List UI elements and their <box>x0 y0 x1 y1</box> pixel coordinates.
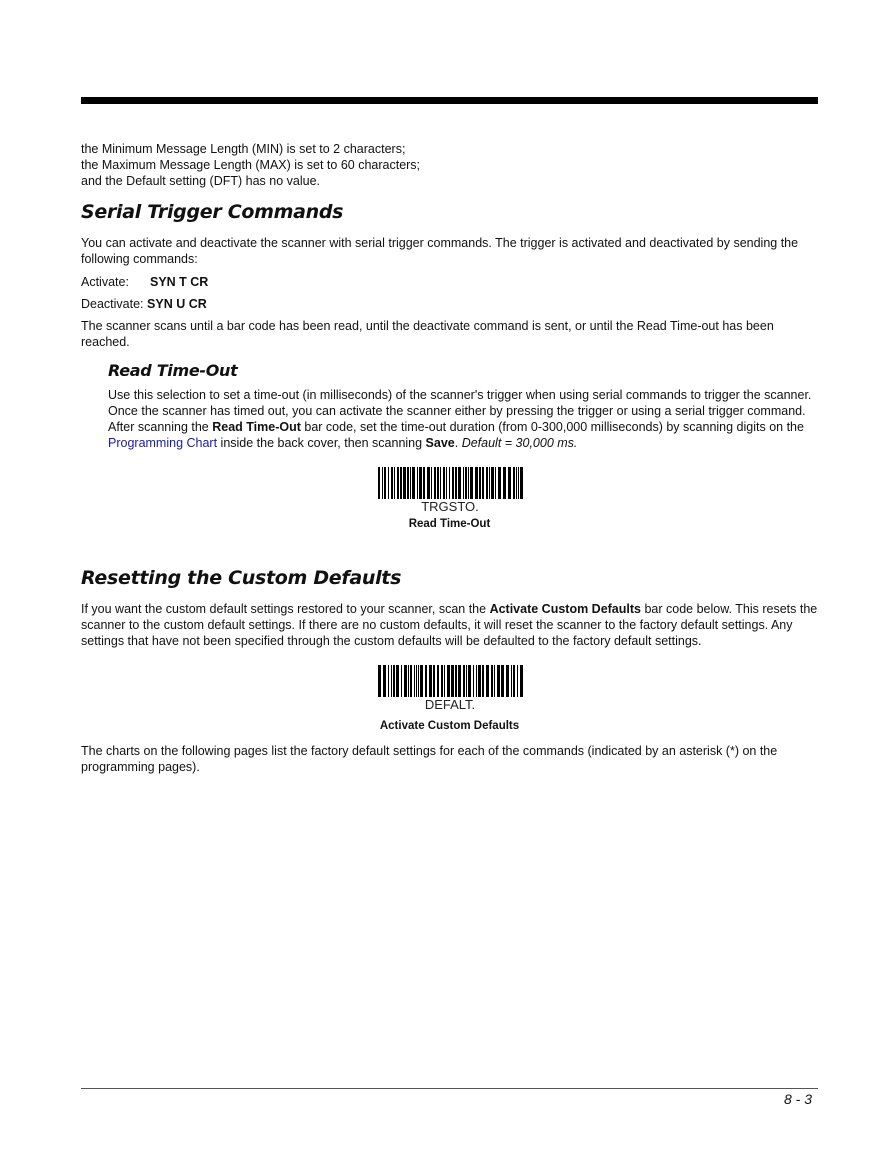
bottom-rule <box>81 1088 818 1089</box>
deactivate-command: SYN U CR <box>147 297 207 311</box>
document-body <box>81 141 818 775</box>
resetting-heading: Resetting the Custom Defaults <box>81 567 402 589</box>
read-timeout-barcode-block <box>81 465 818 531</box>
deactivate-label: Deactivate: <box>81 297 144 311</box>
intro-line: the Minimum Message Length (MIN) is set to 2 characters; <box>81 142 406 156</box>
programming-chart-link[interactable]: Programming Chart <box>108 436 218 450</box>
top-rule <box>81 97 818 104</box>
body-text: bar code, set the time-out duration (from 0-300,000 milliseconds) by scanning digits on the <box>300 420 804 434</box>
defaults-barcode <box>376 663 524 713</box>
body-bold-text: Read Time-Out <box>212 420 301 434</box>
intro-lines <box>81 141 818 189</box>
activate-command: SYN T CR <box>150 275 209 289</box>
read-timeout-heading: Read Time-Out <box>108 361 238 380</box>
page-number: 8 - 3 <box>783 1091 812 1107</box>
intro-line: and the Default setting (DFT) has no value. <box>81 174 321 188</box>
barcode-bars <box>378 665 523 697</box>
read-timeout-barcode <box>376 465 524 515</box>
barcode-bars <box>378 467 523 499</box>
barcode-text: TRGSTO. <box>420 499 479 514</box>
barcode-text: DEFALT. <box>424 697 475 712</box>
body-text: inside the back cover, then scanning <box>217 436 426 450</box>
serial-trigger-intro: You can activate and deactivate the scanner with serial trigger commands. The trigger is activated and deactivated by sending the following commands: <box>81 236 799 266</box>
body-bold-text: Activate Custom Defaults <box>489 602 641 616</box>
body-text: Use this selection to set a time-out (in milliseconds) of the scanner's trigger when using serial commands to trigger the scanner. Once the scanner has timed out, you can activate the scanner either by pressing the trigger or using a serial trigger command. After scanning the <box>108 388 812 434</box>
closing-paragraph: The charts on the following pages list the factory default settings for each of the commands (indicated by an asterisk (*) on the programming pages). <box>81 744 778 774</box>
intro-line: the Maximum Message Length (MAX) is set to 60 characters; <box>81 158 421 172</box>
body-text: . <box>454 436 462 450</box>
body-text: bar code below. This resets the scanner to the custom default settings. If there are no custom defaults, it will reset the scanner to the factory default settings. Any settings that have not been specified through the custom defaults will be defaulted to the factory default settings. <box>81 602 818 648</box>
body-text: If you want the custom default settings restored to your scanner, scan the <box>81 602 490 616</box>
body-bold-text: Save <box>425 436 455 450</box>
default-note: Default = 30,000 ms. <box>461 436 578 450</box>
resetting-body <box>81 601 818 649</box>
activate-command-row <box>81 274 818 290</box>
serial-trigger-heading: Serial Trigger Commands <box>81 201 344 223</box>
read-timeout-body <box>108 387 818 451</box>
barcode-caption: Read Time-Out <box>408 518 491 530</box>
scan-note: The scanner scans until a bar code has been read, until the deactivate command is sent, or until the Read Time-out has been reached. <box>81 319 774 349</box>
activate-label: Activate: <box>81 275 129 289</box>
barcode-caption: Activate Custom Defaults <box>379 720 520 732</box>
defaults-barcode-block <box>81 663 818 733</box>
deactivate-command-row <box>81 296 818 312</box>
